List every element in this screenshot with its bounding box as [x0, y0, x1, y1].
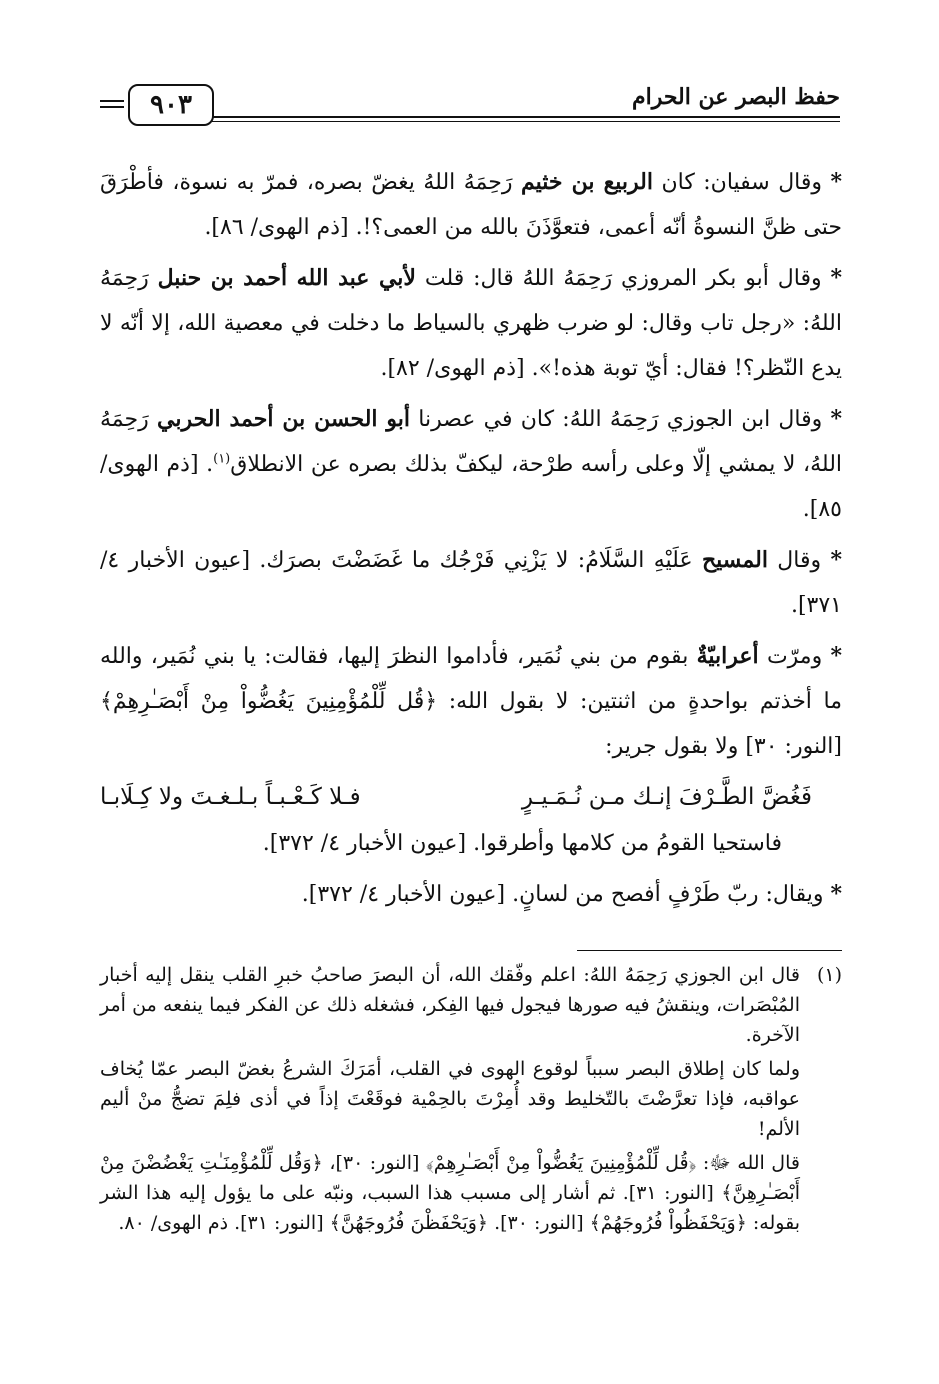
bullet-marker: *	[830, 169, 843, 195]
footnote-1	[100, 960, 842, 1242]
paragraph-text: ويقال: ربّ طَرْفٍ أفصح من لسانٍ. [عيون الأخبار ٤/ ٣٧٢].	[301, 882, 824, 907]
paragraph-text: بقوم من بني نُمَير، فأداموا النظرَ إليها، فقالت: يا بني نُمَير، والله ما أخذتم بواحدةٍ من اثنتين: لا بقول الله: ﴿قُل لِّلْمُؤْمِنِينَ يَغُضُّواْ مِنْ أَبْصَـٰرِهِمْ﴾ [النور: ٣٠] ولا بقول جرير:	[100, 644, 842, 759]
paragraph-4	[100, 538, 842, 628]
paragraph-6	[100, 821, 842, 866]
paragraph-text: ومرّت	[766, 644, 823, 669]
person-name: الربيع بن خثيم	[520, 169, 653, 195]
paragraph-text: وقال ابن الجوزي رَحِمَهُ اللهُ: كان في عصرنا	[418, 407, 823, 432]
paragraph-text: رَحِمَهُ اللهُ يغضّ بصره، فمرّ به نسوة، فأطْرَقَ حتى ظنَّ النسوةُ أنّه أعمى، فتعوَّذَنَ بالله من العمى؟!. [ذم الهوى/ ٨٦].	[100, 170, 842, 240]
header-left-dash	[100, 100, 124, 102]
paragraph-2	[100, 256, 842, 391]
paragraph-text: عَلَيْهِ السَّلَامُ: لا يَزْنِي فَرْجُك ما غَضَضْتَ بصرَك. [عيون الأخبار ٤/ ٣٧١].	[100, 548, 842, 618]
running-title: حفظ البصر عن الحرام	[631, 84, 840, 110]
paragraph-text: . [ذم الهوى/ ٨٥].	[100, 452, 842, 522]
bullet-marker: *	[830, 881, 842, 907]
bullet-marker: *	[830, 406, 843, 432]
paragraph-text: وقال أبو بكر المروزي رَحِمَهُ اللهُ قال: قلت	[424, 266, 822, 291]
page-number: ٩٠٣	[128, 84, 214, 126]
bullet-marker: *	[830, 547, 842, 573]
person-name: لأبي عبد الله أحمد بن حنبل	[157, 265, 416, 291]
bullet-marker: *	[830, 265, 843, 291]
header-left-dash-lower	[100, 106, 124, 108]
footnote-separator	[577, 950, 842, 951]
verse-second-hemistich: فـلا كَـعْـبـاً بـلـغـتَ ولا كِـلَابـا	[100, 784, 361, 810]
paragraph-text: وقال سفيان: كان	[661, 170, 823, 195]
footnote-number: (١)	[816, 964, 842, 986]
paragraph-3	[100, 397, 842, 532]
header-rule	[200, 116, 840, 118]
footnote-paragraph: قال ابن الجوزي رَحِمَهُ اللهُ: اعلم وفّقك الله، أن البصرَ صاحبُ خبرِ القلب ينقل إليه أخبار المُبْصَرات، وينقشُ فيه صورها فيجول فيها الفِكر، فشغله ذلك عن الفكر فيما ينفعه من أمر الآخرة.	[100, 964, 800, 1046]
paragraph-1	[100, 160, 842, 250]
paragraph-text: رَحِمَهُ اللهُ: «رجل تاب وقال: لو ضرب ظهري بالسياط ما دخلت في معصية الله، إلا أنّه لا يدع النّظر؟! فقال: أيّ توبة هذه!». [ذم الهوى/ ٨٢].	[100, 266, 842, 381]
footnote-paragraph: قال الله ﷻ: ﴿قُل لِّلْمُؤْمِنِينَ يَغُضُّواْ مِنْ أَبْصَـٰرِهِمْ﴾ [النور: ٣٠]، ﴿وَقُل لِّلْمُؤْمِنَـٰتِ يَغْضُضْنَ مِنْ أَبْصَـٰرِهِنَّ﴾ [النور: ٣١]. ثم أشار إلى مسبب هذا السبب، ونبّه على ما يؤول إليه هذا الشر بقوله: ﴿وَيَحْفَظُواْ فُرُوجَهُمْ﴾ [النور: ٣٠]. ﴿وَيَحْفَظْنَ فُرُوجَهُنَّ﴾ [النور: ٣١]. ذم الهوى/ ٨٠.	[100, 1152, 800, 1234]
page-header	[100, 78, 840, 128]
person-name: المسيح	[701, 547, 768, 573]
main-text	[100, 160, 842, 923]
verse-first-hemistich: فَغُضَّ الطَّـرْفَ إنـك مـن نُـمَـيـرٍ	[521, 784, 812, 810]
header-rule-thin	[200, 121, 840, 122]
paragraph-text: وقال	[777, 548, 822, 573]
paragraph-7	[100, 872, 842, 917]
footnote-reference[interactable]: (١)	[213, 451, 231, 467]
bullet-marker: *	[830, 643, 842, 669]
footnote-paragraph: ولما كان إطلاق البصر سبباً لوقوع الهوى في القلب، أمَرَكَ الشرعُ بغضّ البصر عمّا يُخاف عواقبه، فإذا تعرَّضْتَ بالتّخليط وقد أُمِرْتَ بالحِمْية فوقَعْتَ إذاً في أذى فلِمَ تضجُّ منْ أليم الألم!	[100, 1058, 800, 1140]
person-name: أبو الحسن بن أحمد الحربي	[156, 406, 411, 432]
paragraph-text: فاستحيا القومُ من كلامها وأطرقوا. [عيون الأخبار ٤/ ٣٧٢].	[262, 831, 782, 856]
paragraph-5	[100, 634, 842, 769]
footnote-body	[100, 960, 800, 1242]
person-name: أعرابيّةٌ	[696, 643, 759, 669]
poetry-verse	[100, 775, 842, 821]
paragraph-text: رَحِمَهُ اللهُ، لا يمشي إلّا وعلى رأسه طرْحة، ليكفّ بذلك بصره عن الانطلاق	[100, 407, 843, 477]
footnotes	[100, 960, 842, 1242]
